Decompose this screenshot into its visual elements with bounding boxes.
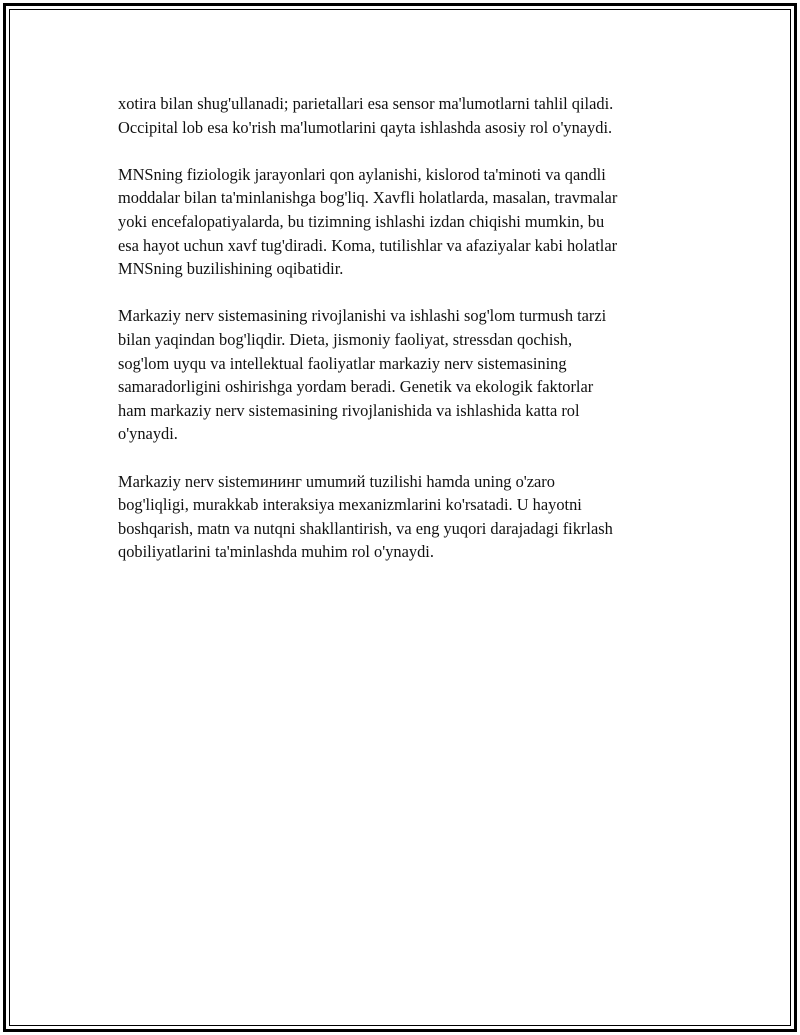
text-line: o'ynaydi. [118, 424, 178, 444]
text-line: sog'lom uyqu va intellektual faoliyatlar markaziy nerv sistemasining [118, 353, 567, 373]
text-line: Markaziy nerv sistemининг umumий tuzilishi hamda uning o'zaro [118, 471, 555, 491]
paragraph-2 [118, 163, 678, 281]
text-line: bilan yaqindan bog'liqdir. Dieta, jismoniy faoliyat, stressdan qochish, [118, 329, 573, 349]
text-line: moddalar bilan ta'minlanishga bog'liq. Xavfli holatlarda, masalan, travmalar [118, 188, 618, 208]
text-line: qobiliyatlarini ta'minlashda muhim rol o'ynaydi. [118, 542, 434, 562]
text-line: Occipital lob esa ko'rish ma'lumotlarini qayta ishlashda asosiy rol o'ynaydi. [118, 117, 613, 137]
text-line: MNSning buzilishining oqibatidir. [118, 259, 344, 279]
text-line: xotira bilan shug'ullanadi; parietallari esa sensor ma'lumotlarni tahlil qiladi. [118, 94, 614, 113]
paragraph-4 [118, 470, 678, 564]
text-line: MNSning fiziologik jarayonlari qon aylanishi, kislorod ta'minoti va qandli [118, 164, 606, 184]
paragraph-1 [118, 92, 678, 139]
text-line: boshqarish, matn va nutqni shakllantirish, va eng yuqori darajadagi fikrlash [118, 518, 613, 538]
text-line: samaradorligini oshirishga yordam beradi. Genetik va ekologik faktorlar [118, 377, 594, 397]
document-body [118, 92, 678, 587]
text-line: yoki encefalopatiyalarda, bu tizimning ishlashi izdan chiqishi mumkin, bu [118, 211, 605, 231]
paragraph-3 [118, 304, 678, 446]
text-line: bog'liqligi, murakkab interaksiya mexanizmlarini ko'rsatadi. U hayotni [118, 495, 582, 515]
text-line: esa hayot uchun xavf tug'diradi. Koma, tutilishlar va afaziyalar kabi holatlar [118, 235, 618, 255]
text-line: Markaziy nerv sistemasining rivojlanishi va ishlashi sog'lom turmush tarzi [118, 306, 607, 326]
text-line: ham markaziy nerv sistemasining rivojlanishida va ishlashida katta rol [118, 400, 580, 420]
